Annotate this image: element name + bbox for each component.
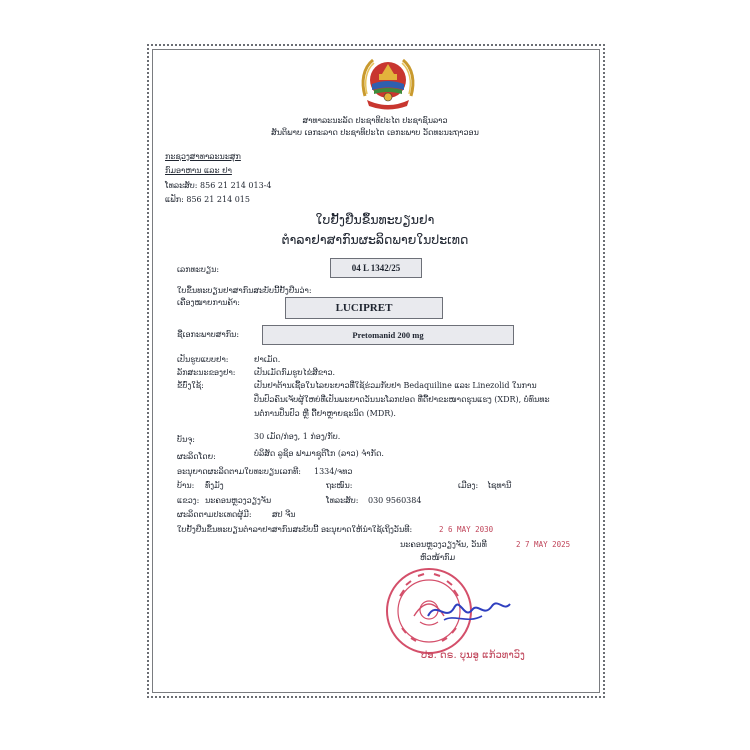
brand-box <box>285 297 443 319</box>
generic-box <box>262 325 514 345</box>
phone-label: ໂທລະສັບ: <box>326 496 359 505</box>
brand-label: ເຄື່ອງໝາຍການຄ້າ: <box>177 298 240 307</box>
signer-role: ຫົວໜ້າກົມ <box>420 553 456 562</box>
indication-line-3: ນຕໍ່ການປິ່ນປົວ ຫຼື ດື້ຢາຫຼາຍຊະນິດ (MDR). <box>254 409 396 418</box>
generic-value: Pretomanid 200 mg <box>352 330 424 340</box>
header-line-1: ສາທາລະນະລັດ ປະຊາທິປະໄຕ ປະຊາຊົນລາວ <box>302 116 448 125</box>
document-subtitle: ຕຳລາຢາສາກົນຜະລິດພາຍໃນປະເທດ <box>281 232 469 247</box>
cert-intro: ໃບຂຶ້ນທະບຽນຢາສາກົນສະບັບນີ້ຢັ້ງຢືນວ່າ: <box>177 286 312 295</box>
department-name: ກົມອາຫານ ແລະ ຢາ <box>165 166 232 175</box>
province-label: ແຂວງ: <box>177 496 200 505</box>
brand-value: LUCIPRET <box>335 302 393 314</box>
ministry-name: ກະຊວງສາທາລະນະສຸກ <box>165 152 241 161</box>
indication-label: ຂໍ້ບົ່ງໃຊ້: <box>177 381 204 390</box>
appearance-value: ເປັນເມັດກົມຮູບໄຂ່ສີຂາວ. <box>254 368 336 377</box>
ministry-fax: ແຟັກ: 856 21 214 015 <box>165 195 250 204</box>
license-value: 1334/ຈທວ <box>314 467 353 476</box>
ministry-phone: ໂທລະສັບ: 856 21 214 013-4 <box>165 181 272 190</box>
district-label: ເມືອງ: <box>458 481 479 490</box>
reg-no-box <box>330 258 422 278</box>
issue-place: ນະຄອນຫຼວງວຽງຈັນ, ວັນທີ <box>400 540 487 549</box>
validity-text: ໃບຢັ້ງຢືນຂຶ້ນທະບຽນຕຳລາຢາສາກົນສະບັບນີ້ ອະນຸຍາດໃຫ້ນຳໃຊ້ເຖິງວັນທີ: <box>177 525 413 534</box>
province-value: ນະຄອນຫຼວງວຽງຈັນ <box>205 496 272 505</box>
signer-name: ປອ. ດຣ. ບຸນອູ ແກ້ວທາວົງ <box>421 650 525 661</box>
village-value: ທົ່ງມັງ <box>205 481 224 490</box>
form-label: ເປັນຮູບແບບຢາ: <box>177 355 229 364</box>
appearance-label: ລັກສະນະຂອງຢາ: <box>177 368 236 377</box>
signature-icon <box>424 590 514 630</box>
header-line-2: ສັນຕິພາບ ເອກະລາດ ປະຊາທິປະໄຕ ເອກະພາບ ວັດທະນະຖາວອນ <box>271 128 479 137</box>
origin-label: ຜະລິດຕາມປະເທດຜູ້ມີ: <box>177 510 252 519</box>
village-label: ບ້ານ: <box>177 481 195 490</box>
origin-value: ສປ ຈີນ <box>272 510 296 519</box>
manufacturer-label: ຜະລິດໂດຍ: <box>177 452 216 461</box>
street-label: ຖະໜົນ: <box>326 481 353 490</box>
form-value: ຢາເມັດ. <box>254 355 281 364</box>
manufacturer-value: ບໍລິສັດ ລູຊິອ ຟາມາຊູຕິໂກ (ລາວ) ຈຳກັດ. <box>254 449 384 458</box>
generic-label: ຊື່ເອກະພາບສາກົນ: <box>177 330 240 339</box>
license-label: ອະນຸຍາດຜະລິດຕາມໃບທະບຽນເລກທີ: <box>177 467 301 476</box>
pack-label: ບັນຈຸ: <box>177 435 195 444</box>
reg-no-value: 04 L 1342/25 <box>351 263 401 273</box>
document-title: ໃບຢັ້ງຢືນຂຶ້ນທະບຽນຢາ <box>315 212 435 227</box>
phone-value: 030 9560384 <box>368 496 422 505</box>
national-emblem-icon <box>357 52 419 112</box>
indication-line-2: ປິ່ນປົວຄົນເຈັບຜູ້ໃຫຍ່ທີ່ເປັນພະຍາດວັນນະໂລກປອດ ທີ່ດື້ຢາຂະໜາດຮຸນແຮງ (XDR), ບໍ່ທົນທະ <box>254 395 550 404</box>
issue-date-stamp: 2 7 MAY 2025 <box>516 540 571 549</box>
validity-date-stamp: 2 6 MAY 2030 <box>439 525 494 534</box>
district-value: ໄຊທານີ <box>487 481 512 490</box>
pack-value: 30 ເມັດ/ກ່ອງ, 1 ກ່ອງ/ກັບ. <box>254 432 341 441</box>
indication-line-1: ເປັນຢາຕ້ານເຊື້ອໃນໄລຍະຍາວທີ່ໃຊ້ຮ່ວມກັບຢາ Bedaquiline ແລະ Linezolid ໃນການ <box>254 381 537 390</box>
reg-no-label: ເລກທະບຽນ: <box>177 265 220 274</box>
